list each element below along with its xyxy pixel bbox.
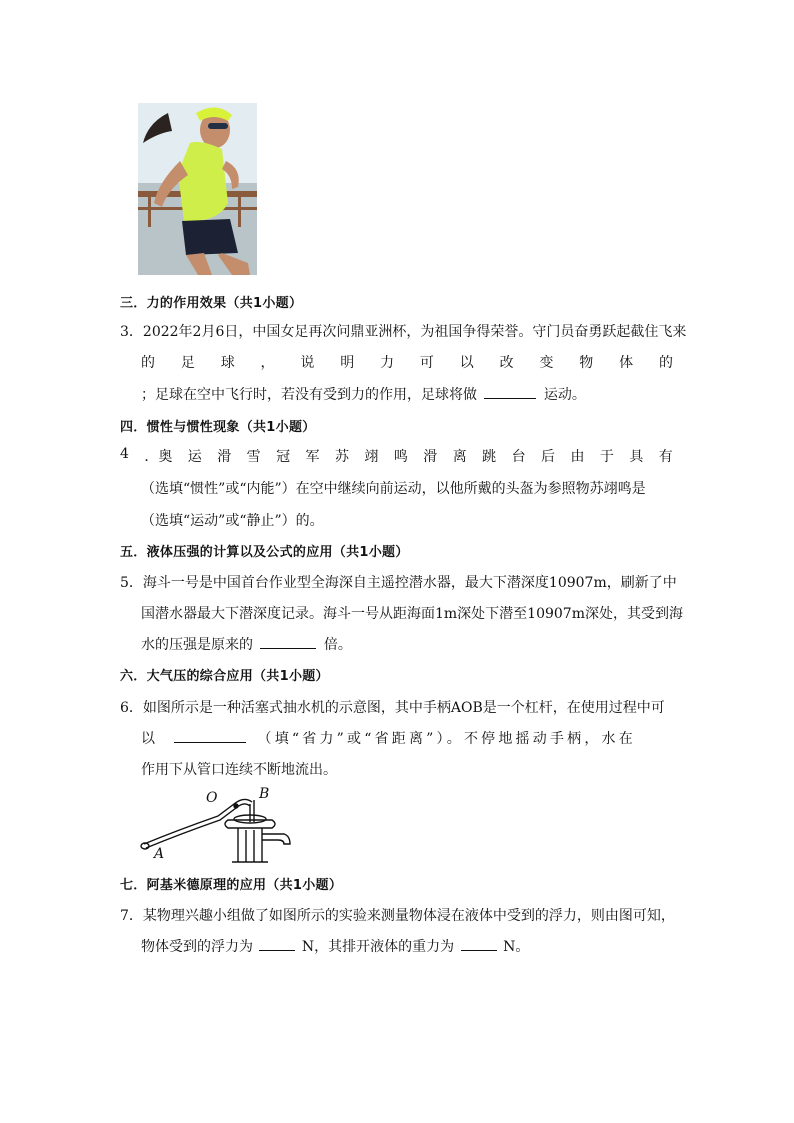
q4-char: 军	[305, 449, 320, 465]
q5-line-3	[141, 634, 352, 654]
q3-line-3	[141, 384, 586, 404]
q4-char: 离	[452, 449, 467, 465]
q3-char: 的	[141, 355, 155, 371]
q7-line-1: 7．某物理兴趣小组做了如图所示的实验来测量物体浸在液体中受到的浮力，则由图可知，	[120, 908, 675, 924]
q3-char: 足	[180, 355, 195, 371]
section-heading-6: 六．大气压的综合应用（共1小题）	[120, 669, 329, 684]
q4-char: 由	[570, 449, 585, 465]
q3-char: 变	[539, 355, 554, 371]
section-heading-5: 五．液体压强的计算以及公式的应用（共1小题）	[120, 545, 409, 560]
q4-char: 有	[658, 449, 673, 465]
q4-char: 冠	[276, 449, 291, 465]
label-b: B	[259, 786, 270, 802]
q3-char: 的	[658, 355, 673, 371]
q4-char: 苏	[334, 449, 349, 465]
q4-char: 台	[511, 449, 526, 465]
q3-line-1: 3．2022年2月6日，中国女足再次问鼎亚洲杯，为祖国争得荣誉。守门员奋勇跃起截住飞来	[120, 324, 687, 340]
q3-char: 球	[220, 355, 235, 371]
q4-char: 后	[541, 449, 556, 465]
q4-char: 4	[120, 446, 129, 462]
runner-photo	[138, 103, 257, 275]
q7-text: N。	[503, 939, 530, 955]
q3-char: 力	[380, 355, 395, 371]
q4-line-1	[120, 446, 673, 466]
q7-line-2	[141, 936, 529, 956]
q4-char: 跳	[482, 449, 497, 465]
label-o: O	[206, 790, 218, 806]
pump-diagram	[138, 786, 298, 864]
q3-char: 改	[499, 355, 514, 371]
q3-char: 物	[579, 355, 594, 371]
q5-text: 水的压强是原来的	[141, 637, 253, 653]
q6-text: （填“省力”或“省距离”）。不停地摇动手柄，水在	[257, 731, 636, 747]
section-heading-7: 七．阿基米德原理的应用（共1小题）	[120, 878, 343, 893]
q4-char: 雪	[246, 449, 261, 465]
section-heading-4: 四．惯性与惯性现象（共1小题）	[120, 420, 316, 435]
section-heading-3: 三．力的作用效果（共1小题）	[120, 296, 303, 311]
q3-char: 可	[419, 355, 434, 371]
q6-line-3: 作用下从管口连续不断地流出。	[141, 762, 337, 778]
q7-text: 物体受到的浮力为	[141, 939, 253, 955]
q6-text: 以	[141, 731, 159, 747]
q3-line-2	[141, 352, 673, 372]
q3-char: 体	[619, 355, 634, 371]
q4-char: ．奥	[144, 449, 173, 465]
q4-line-2: （选填“惯性”或“内能”）在空中继续向前运动，以他所戴的头盔为参照物苏翊鸣是	[141, 481, 646, 497]
q6-line-2	[141, 728, 636, 748]
q4-char: 具	[629, 449, 644, 465]
q3-text: ；足球在空中飞行时，若没有受到力的作用，足球将做	[141, 387, 477, 403]
label-a: A	[154, 846, 165, 862]
q4-char: 滑	[423, 449, 438, 465]
q3-text: 运动。	[543, 387, 586, 403]
q4-line-3: （选填“运动”或“静止”）的。	[141, 513, 324, 529]
q5-text: 倍。	[323, 637, 352, 653]
q5-answer-blank[interactable]	[260, 634, 316, 649]
q6-line-1: 6．如图所示是一种活塞式抽水机的示意图，其中手柄AOB是一个杠杆，在使用过程中可	[120, 700, 665, 716]
q4-char: 运	[187, 449, 202, 465]
q3-char: 明	[340, 355, 355, 371]
q5-line-1: 5．海斗一号是中国首台作业型全海深自主遥控潜水器，最大下潜深度10907m，刷新了中	[120, 575, 677, 591]
q4-char: 翊	[364, 449, 379, 465]
q3-answer-blank[interactable]	[484, 384, 536, 399]
q7-answer-blank-2[interactable]	[461, 936, 497, 951]
q7-answer-blank-1[interactable]	[259, 936, 295, 951]
q4-char: 滑	[217, 449, 232, 465]
q3-char: ，	[260, 355, 275, 371]
q4-char: 于	[599, 449, 614, 465]
q3-char: 以	[459, 355, 474, 371]
q6-answer-blank[interactable]	[174, 728, 246, 743]
q3-char: 说	[300, 355, 315, 371]
q5-line-2: 国潜水器最大下潜深度记录。海斗一号从距海面1m深处下潜至10907m深处，其受到海	[141, 606, 683, 622]
q4-char: 鸣	[393, 449, 408, 465]
q7-text: N，其排开液体的重力为	[301, 939, 455, 955]
